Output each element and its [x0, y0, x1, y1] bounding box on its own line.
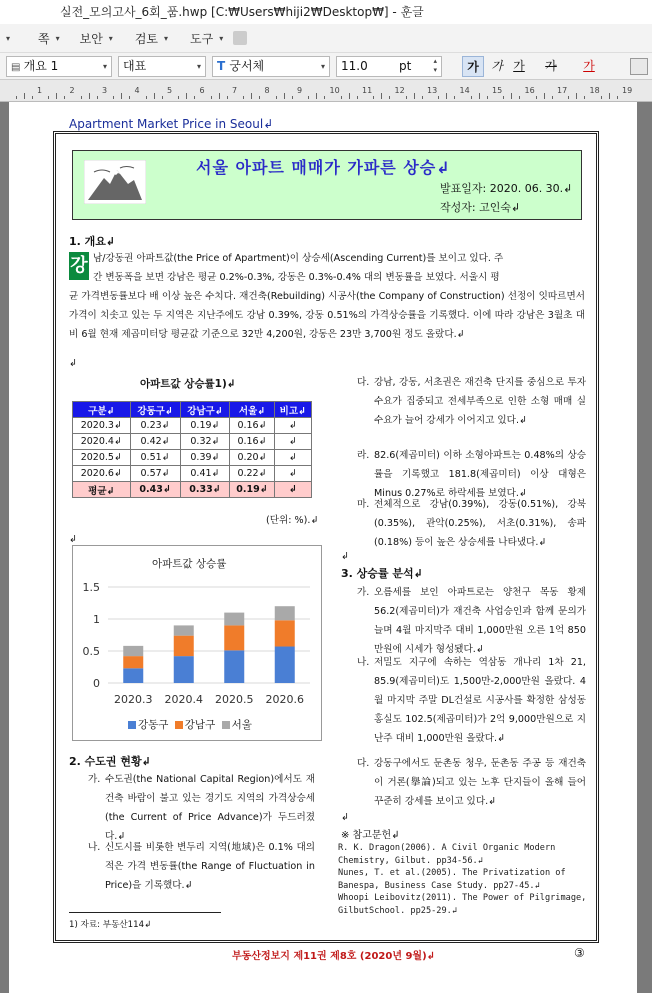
- table-row: [73, 466, 312, 482]
- ruler-tick: [324, 96, 325, 99]
- ruler-tick: [308, 96, 309, 99]
- menu-item-review[interactable]: 검토 ▾: [134, 31, 169, 46]
- ruler-tick: [544, 93, 545, 99]
- bar-segment: [174, 636, 194, 656]
- table-cell: ↲: [274, 466, 311, 482]
- section-heading-1: 1. 개요↲: [69, 235, 116, 248]
- list-label: 가.: [357, 587, 370, 598]
- table-cell: 0.19↲: [230, 482, 274, 498]
- format-toolbar: [0, 52, 652, 80]
- ruler-tick: [406, 96, 407, 99]
- table-cell: 0.16↲: [230, 434, 274, 450]
- table-cell: ↲: [274, 434, 311, 450]
- table-cell: 0.39↲: [180, 450, 230, 466]
- list-label: 가.: [88, 774, 101, 785]
- ruler-tick: [536, 96, 537, 99]
- spin-icon[interactable]: ▴ ▾: [433, 57, 437, 74]
- ruler-tick: [16, 96, 17, 99]
- rate-table: [72, 401, 312, 498]
- ruler-number: 5: [167, 86, 173, 95]
- references-heading: ※ 참고문헌↲: [341, 830, 400, 841]
- table-cell: 0.42↲: [130, 434, 180, 450]
- font-color-button[interactable]: 가: [583, 59, 595, 73]
- table-header-cell: 강남구↲: [180, 402, 230, 418]
- chevron-down-icon: ▾: [320, 62, 325, 71]
- legend-entry: 서울: [231, 719, 252, 731]
- list-item: 오름세를 보인 아파트로는 양천구 목동 황제 56.2(제곱미터)가 재건축 사업승인과 함께 문의가 늘며 4월 마지막주 대비 1,000만원 오른 1억 850만원에 시세가 형성됐다.↲: [374, 587, 586, 655]
- x-tick-label: 2020.5: [215, 693, 254, 706]
- table-cell: 0.22↲: [230, 466, 274, 482]
- table-cell: 2020.5↲: [73, 450, 131, 466]
- publish-date: 발표일자: 2020. 06. 30.↲: [440, 182, 573, 195]
- ruler-tick: [454, 96, 455, 99]
- chevron-down-icon: ▾: [196, 62, 201, 71]
- blank-line: ↲: [69, 534, 78, 545]
- bar-segment: [275, 620, 295, 646]
- list-item: 저밀도 지구에 속하는 역삼동 개나리 1차 21, 85.9(제곱미터)도 1,500만-2,000만원 올랐다. 4월 마지막 주말 DL건설로 시공사를 확정한 삼성동 홍실도 102.5(제곱미터)가 2억 9,000만원으로 지난주 대비 1,000만원 올랐다.↲: [374, 657, 586, 744]
- ruler-tick: [471, 96, 472, 99]
- ruler-tick: [487, 96, 488, 99]
- ruler-tick: [97, 96, 98, 99]
- ruler-tick: [194, 96, 195, 99]
- table-row: [73, 450, 312, 466]
- ruler-tick: [422, 96, 423, 99]
- bar-segment: [275, 647, 295, 683]
- drop-cap: 강: [69, 252, 89, 280]
- ruler-tick: [438, 96, 439, 99]
- menu-item-tools[interactable]: 도구 ▾: [190, 31, 224, 46]
- y-tick-label: 1: [93, 613, 100, 626]
- ruler-tick: [146, 96, 147, 99]
- list-label: 나.: [357, 657, 370, 668]
- bar-segment: [224, 650, 244, 683]
- ruler-tick: [251, 93, 252, 99]
- table-cell: 2020.6↲: [73, 466, 131, 482]
- table-cell: 2020.3↲: [73, 418, 131, 434]
- legend-swatch: [175, 721, 183, 729]
- ruler-number: 9: [297, 86, 303, 95]
- font-lang-select[interactable]: 대표 ▾: [118, 56, 206, 77]
- blank-line: ↲: [341, 812, 350, 823]
- ruler-tick: [186, 93, 187, 99]
- bar-segment: [174, 656, 194, 683]
- table-row-average: [73, 482, 312, 498]
- chevron-down-icon: ▾: [108, 33, 113, 43]
- table-cell: 평균↲: [73, 482, 131, 498]
- table-cell: 0.33↲: [180, 482, 230, 498]
- chart-title: 아파트값 상승률: [152, 558, 227, 570]
- list-item: 82.6(제곱미터) 이하 소형아파트는 0.48%의 상승률을 기록했고 181.8(제곱미터) 이상 대형은 Minus 0.27%로 하락세를 보였다.↲: [374, 450, 586, 499]
- ruler-tick: [601, 96, 602, 99]
- ruler-tick: [227, 96, 228, 99]
- ruler-number: 16: [524, 86, 535, 95]
- ruler-tick: [32, 96, 33, 99]
- table-cell: ↲: [274, 482, 311, 498]
- table-cell: 0.41↲: [180, 466, 230, 482]
- ruler-tick: [243, 96, 244, 99]
- ruler-tick: [121, 93, 122, 99]
- ruler-tick: [389, 96, 390, 99]
- ruler-number: 6: [199, 86, 205, 95]
- bar-segment: [123, 646, 143, 656]
- ruler-number: 14: [459, 86, 470, 95]
- legend-swatch: [222, 721, 230, 729]
- bar-segment: [174, 625, 194, 635]
- chevron-down-icon: ▾: [102, 62, 107, 71]
- section-heading-2: 2. 수도권 현황↲: [69, 755, 151, 768]
- table-header-cell: 강동구↲: [130, 402, 180, 418]
- ruler-number: 19: [622, 86, 633, 95]
- ruler-number: 7: [232, 86, 238, 95]
- table-row: [73, 418, 312, 434]
- table-cell: 0.16↲: [230, 418, 274, 434]
- list-label: 라.: [357, 450, 370, 461]
- ruler-tick: [113, 96, 114, 99]
- ruler-number: 15: [492, 86, 503, 95]
- ruler-tick: [178, 96, 179, 99]
- menu-item-page[interactable]: 쪽 ▾: [38, 31, 60, 46]
- page-number: ③: [574, 946, 585, 960]
- ruler-number: 17: [557, 86, 568, 95]
- intro-line-1: 남/강동권 아파트값(the Price of Apartment)이 상승세(Ascending Current)를 보이고 있다. 주: [93, 253, 504, 264]
- ruler-tick: [154, 93, 155, 99]
- underline-button[interactable]: 가: [513, 59, 525, 73]
- list-label: 다.: [357, 377, 370, 388]
- ruler-tick: [259, 96, 260, 99]
- ruler-tick: [568, 96, 569, 99]
- intro-line-2: 간 변동폭을 보면 강남은 평균 0.2%-0.3%, 강동은 0.3%-0.4% 대의 변동률을 보였다. 서울시 평: [93, 272, 500, 283]
- list-item: 수도권(the National Capital Region)에서도 재건축 바람이 불고 있는 경기도 지역의 가격상승세(the Current of Price Advance)가 두드러졌다.↲: [105, 774, 315, 842]
- ruler-tick: [446, 93, 447, 99]
- ruler-tick: [519, 96, 520, 99]
- table-row: [73, 434, 312, 450]
- legend-swatch: [128, 721, 136, 729]
- ruler-tick: [89, 93, 90, 99]
- ruler-number: 11: [362, 86, 373, 95]
- bar-segment: [224, 625, 244, 650]
- menu-item-prev[interactable]: [0, 34, 20, 43]
- y-tick-label: 1.5: [82, 581, 100, 594]
- reference-item: Nunes, T. et al.(2005). The Privatization of Banespa, Business Case Study. pp27-45.↲: [338, 868, 566, 891]
- list-label: 마.: [357, 499, 370, 510]
- ruler-tick: [284, 93, 285, 99]
- ruler-tick: [609, 93, 610, 99]
- table-cell: 0.57↲: [130, 466, 180, 482]
- table-cell: 0.23↲: [130, 418, 180, 434]
- font-t-icon: T: [217, 59, 230, 73]
- ruler-tick: [129, 96, 130, 99]
- legend-entry: 강남구: [184, 719, 216, 731]
- italic-button[interactable]: 가: [491, 59, 503, 73]
- strike-button[interactable]: 가: [545, 59, 557, 73]
- ruler-number: 4: [134, 86, 140, 95]
- ruler-tick: [617, 96, 618, 99]
- style-icon: ▤: [11, 62, 24, 73]
- ruler-tick: [162, 96, 163, 99]
- ruler-tick: [552, 96, 553, 99]
- ruler-tick: [503, 96, 504, 99]
- ruler-number: 3: [102, 86, 108, 95]
- ruler-tick: [341, 96, 342, 99]
- list-item: 강동구에서도 둔촌동 청우, 둔촌동 주공 등 재건축이 거론(擧論)되고 있는 노후 단지들이 올해 들어 꾸준히 강세를 보이고 있다.↲: [374, 758, 586, 807]
- ruler-tick: [24, 93, 25, 99]
- unit-note: (단위: %).↲: [266, 515, 319, 526]
- table-header-cell: 서울↲: [230, 402, 274, 418]
- section-heading-3: 3. 상승률 분석↲: [341, 567, 423, 580]
- window-title: 실전_모의고사_6회_품.hwp [C:₩Users₩hiji2₩Desktop₩] - 훈글: [60, 5, 424, 19]
- ruler-tick: [211, 96, 212, 99]
- ruler-tick: [349, 93, 350, 99]
- ruler-number: 18: [589, 86, 600, 95]
- bold-button[interactable]: 가: [462, 56, 484, 77]
- ruler-tick: [292, 96, 293, 99]
- chart-legend: [128, 717, 252, 732]
- ruler-tick: [576, 93, 577, 99]
- bar-segment: [123, 668, 143, 683]
- bar-segment: [123, 656, 143, 668]
- legend-entry: 강동구: [138, 719, 169, 731]
- stacked-bar-chart: [72, 575, 322, 715]
- menu-bar: [0, 24, 652, 52]
- ruler-tick: [276, 96, 277, 99]
- ruler-tick: [584, 96, 585, 99]
- ruler-tick: [316, 93, 317, 99]
- puzzle-icon[interactable]: [233, 31, 247, 45]
- mountain-logo-icon: [84, 160, 146, 204]
- x-tick-label: 2020.3: [114, 693, 153, 706]
- list-label: 다.: [357, 758, 370, 769]
- table-cell: 0.51↲: [130, 450, 180, 466]
- chevron-down-icon: ▾: [6, 33, 11, 43]
- ruler-tick: [373, 96, 374, 99]
- reference-item: Whoopi Leibovitz(2011). The Power of Pilgrimage, GilbutSchool. pp25-29.↲: [338, 893, 587, 916]
- ruler-tick: [56, 93, 57, 99]
- ruler-number: 1: [37, 86, 43, 95]
- x-tick-label: 2020.6: [265, 693, 304, 706]
- menu-item-security[interactable]: 보안 ▾: [79, 31, 113, 46]
- chevron-down-icon: ▾: [55, 33, 60, 43]
- ruler[interactable]: [0, 80, 652, 102]
- table-header-cell: 비고↲: [274, 402, 311, 418]
- document-heading: Apartment Market Price in Seoul↲: [69, 117, 274, 131]
- ruler-number: 10: [329, 86, 340, 95]
- title-bar: [0, 0, 652, 24]
- table-cell: 0.43↲: [130, 482, 180, 498]
- ruler-tick: [81, 96, 82, 99]
- style-select[interactable]: ▤ 개요 1 ▾: [6, 56, 112, 77]
- bar-segment: [224, 613, 244, 626]
- footnote-divider: [69, 912, 221, 913]
- list-item: 전체적으로 강남(0.39%), 강동(0.51%), 강북(0.35%), 관악(0.25%), 서초(0.31%), 송파(0.18%) 등이 높은 상승세를 나타냈다.↲: [374, 499, 586, 548]
- bar-segment: [275, 606, 295, 620]
- blank-line: ↲: [69, 358, 78, 369]
- ruler-number: 12: [394, 86, 405, 95]
- table-title: 아파트값 상승률1)↲: [140, 378, 236, 390]
- chevron-down-icon: ▾: [164, 33, 169, 43]
- reference-item: R. K. Dragon(2006). A Civil Organic Modern Chemistry, Gilbut. pp34-56.↲: [338, 843, 556, 866]
- table-cell: ↲: [274, 418, 311, 434]
- ruler-tick: [219, 93, 220, 99]
- ruler-number: 2: [69, 86, 75, 95]
- list-item: 강남, 강동, 서초권은 재건축 단지를 중심으로 투자수요가 집중되고 전세부족으로 인한 소형 매매 실수요가 늘어 강세가 이어지고 있다.↲: [374, 377, 586, 426]
- y-tick-label: 0.5: [82, 645, 100, 658]
- ruler-tick: [48, 96, 49, 99]
- chevron-down-icon: ▾: [219, 33, 224, 43]
- table-cell: 2020.4↲: [73, 434, 131, 450]
- footnote: 1) 자료: 부동산114↲: [69, 920, 152, 930]
- blank-line: ↲: [341, 551, 350, 562]
- table-cell: ↲: [274, 450, 311, 466]
- table-cell: 0.20↲: [230, 450, 274, 466]
- ruler-tick: [381, 93, 382, 99]
- align-icon[interactable]: [630, 58, 648, 75]
- font-size-field[interactable]: 11.0 pt ▴ ▾: [336, 56, 442, 77]
- table-cell: 0.32↲: [180, 434, 230, 450]
- page-footer: 부동산정보지 제11권 제8호 (2020년 9월)↲: [232, 951, 436, 962]
- font-select[interactable]: T 궁서체 ▾: [212, 56, 330, 77]
- ruler-tick: [511, 93, 512, 99]
- ruler-tick: [357, 96, 358, 99]
- y-tick-label: 0: [93, 677, 100, 690]
- ruler-number: 8: [264, 86, 270, 95]
- list-label: 나.: [88, 842, 101, 853]
- intro-paragraph: 균 가격변동률보다 배 이상 높은 수치다. 재건축(Rebuilding) 시공사(the Company of Construction) 선정이 잇따르면서 가격이 치솟고 있는 두 지역은 지난주에도 강남 0.39%, 강동 0.51%의 가격상승률을 기록했다. 이에 따라 강남은 3월초 대비 6월 현재 제곱미터당 평균값 기준으로 32만 4,200원, 강동은 23만 3,700원 정도 올랐다.↲: [69, 291, 585, 340]
- table-header-cell: 구분↲: [73, 402, 131, 418]
- list-item: 신도시를 비롯한 변두리 지역(地域)은 0.1% 대의 적은 가격 변동률(the Range of Fluctuation in Price)을 기록했다.↲: [105, 842, 315, 891]
- ruler-tick: [64, 96, 65, 99]
- ruler-tick: [414, 93, 415, 99]
- ruler-tick: [479, 93, 480, 99]
- ruler-number: 13: [427, 86, 438, 95]
- document-title: 서울 아파트 매매가 가파른 상승↲: [196, 158, 451, 177]
- author: 작성자: 고인숙↲: [440, 201, 521, 214]
- table-cell: 0.19↲: [180, 418, 230, 434]
- x-tick-label: 2020.4: [164, 693, 203, 706]
